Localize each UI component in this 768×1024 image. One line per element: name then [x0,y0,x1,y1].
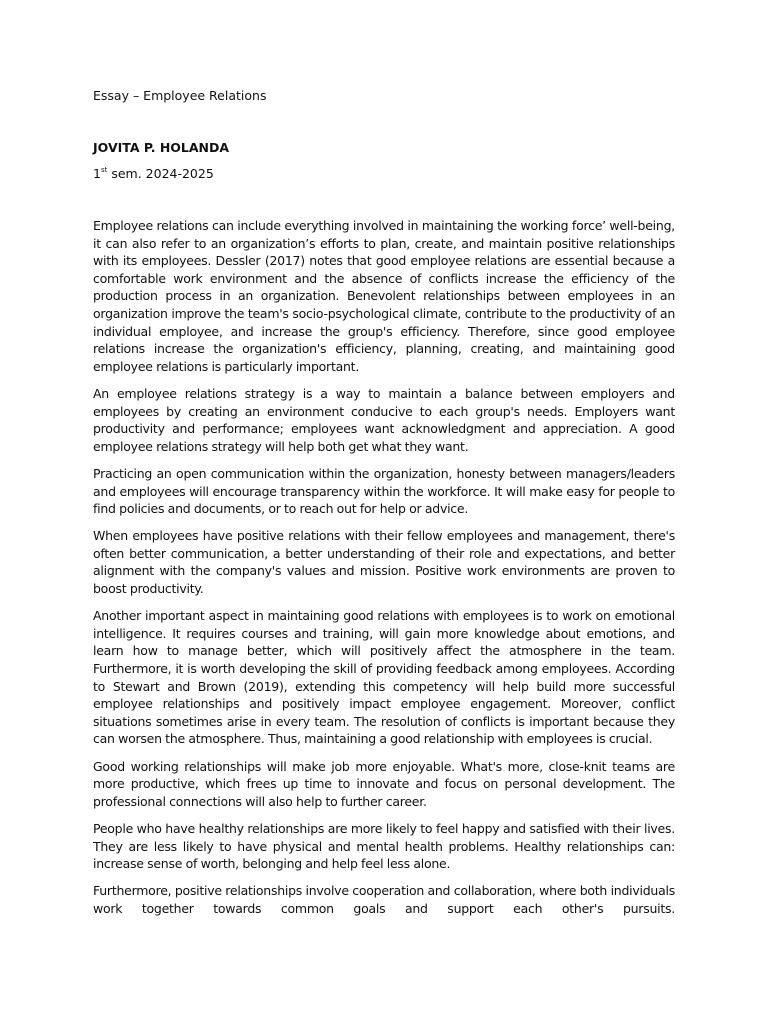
paragraph-5: Another important aspect in maintaining good relations with employees is to work on emotional intelligence. It requires courses and training, will gain more knowledge about emotions, and learn how to manage better, which will positively affect the atmosphere in the team. Furthermore, it is worth developing the skill of providing feedback among employees. According to Stewart and Brown (2019), extending this competency will help build more successful employee relationships and positively impact employee engagement. Moreover, conflict situations sometimes arise in every team. The resolution of conflicts is important because they can worsen the atmosphere. Thus, maintaining a good relationship with employees is crucial. [93,608,675,747]
paragraph-8: Furthermore, positive relationships involve cooperation and collaboration, where both individuals work together towards common goals and support each other's pursuits. [93,883,675,916]
semester-line [93,165,214,182]
document-title: Essay – Employee Relations [93,88,267,103]
paragraph-6: Good working relationships will make job more enjoyable. What's more, close-knit teams are more productive, which frees up time to innovate and focus on personal development. The professional connections will also help to further career. [93,758,675,809]
paragraph-1: Employee relations can include everything involved in maintaining the working force’ well-being, it can also refer to an organization’s efforts to plan, create, and maintain positive relationships with its employees. Dessler (2017) notes that good employee relations are essential because a comfortable work environment and the absence of conflicts increase the efficiency of the production process in an organization. Benevolent relationships between employees in an organization improve the team's socio-psychological climate, contribute to the productivity of an individual employee, and increase the group's efficiency. Therefore, since good employee relations increase the organization's efficiency, planning, creating, and maintaining good employee relations is particularly important. [93,218,675,374]
paragraph-3: Practicing an open communication within the organization, honesty between managers/leaders and employees will encourage transparency within the workforce. It will make easy for people to find policies and documents, or to reach out for help or advice. [93,465,675,517]
paragraph-2: An employee relations strategy is a way to maintain a balance between employers and employees by creating an environment conducive to each group's needs. Employers want productivity and performance; employees want acknowledgment and appreciation. A good employee relations strategy will help both get what they want. [93,385,675,454]
semester-ordinal-suffix: st [100,165,108,174]
author-name: JOVITA P. HOLANDA [93,140,230,155]
paragraph-7: People who have healthy relationships are more likely to feel happy and satisfied with their lives. They are less likely to have physical and mental health problems. Healthy relationships can: increase sense of worth, belonging and help feel less alone. [93,820,675,872]
semester-number: 1 [93,166,101,181]
essay-body [93,217,675,927]
semester-text: sem. 2024-2025 [107,166,214,181]
paragraph-4: When employees have positive relations with their fellow employees and management, there's often better communication, a better understanding of their role and expectations, and better alignment with the company's values and mission. Positive work environments are proven to boost productivity. [93,528,675,597]
